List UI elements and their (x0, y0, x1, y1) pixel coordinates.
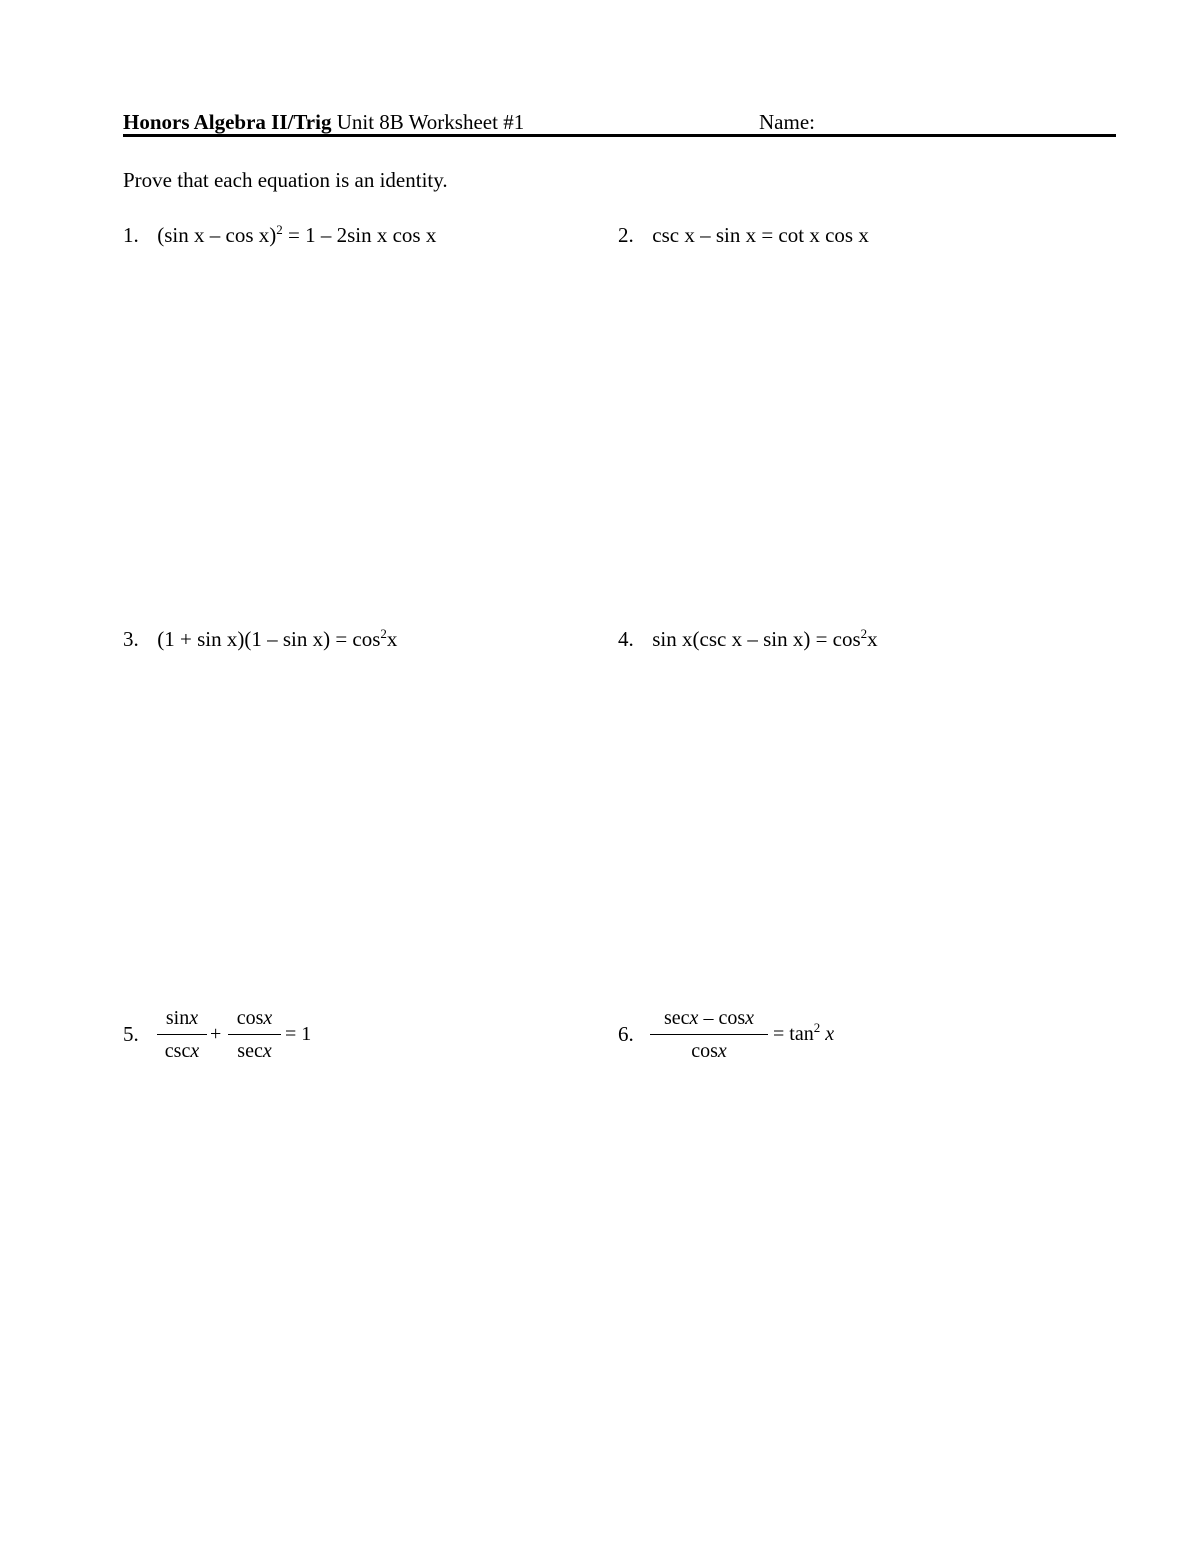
problem-4 (618, 625, 878, 653)
equation-rhs (773, 1020, 834, 1048)
course-title: Honors Algebra II/Trig (123, 110, 332, 134)
problem-number: 5. (123, 1022, 139, 1046)
fraction-numerator (157, 1004, 207, 1032)
worksheet-title: Unit 8B Worksheet #1 (336, 110, 525, 134)
fraction-2 (228, 1004, 281, 1065)
fraction-1 (157, 1004, 207, 1065)
equation-part: x (867, 627, 878, 651)
equation-part: = 1 – 2sin x cos x (282, 223, 437, 247)
variable: x (189, 1007, 199, 1029)
exponent: 2 (276, 222, 283, 237)
problem-number: 6. (618, 1022, 634, 1046)
equation-part: (sin x – cos x) (157, 223, 277, 247)
fraction-bar (157, 1034, 207, 1035)
variable: x (745, 1007, 754, 1029)
fraction-numerator (228, 1004, 281, 1032)
instructions: Prove that each equation is an identity. (123, 168, 448, 192)
fraction-denominator (228, 1037, 281, 1065)
fraction-denominator (157, 1037, 207, 1065)
equation-part: sin x(csc x – sin x) = cos (652, 627, 861, 651)
variable: x (262, 1040, 272, 1063)
fraction-numerator (650, 1004, 768, 1032)
function-name: sec (664, 1007, 690, 1029)
function-name: sec (237, 1040, 263, 1063)
exponent: 2 (813, 1020, 821, 1035)
header-rule (123, 134, 1116, 137)
fraction (650, 1004, 768, 1065)
problem-number: 1. (123, 223, 139, 247)
equation-part: (1 + sin x)(1 – sin x) = cos (157, 627, 381, 651)
equation-part: x (386, 627, 398, 651)
minus-sign: – (703, 1007, 714, 1029)
problem-1 (123, 221, 436, 249)
problem-3 (123, 625, 397, 653)
variable: x (190, 1040, 200, 1063)
function-name: cos (718, 1007, 746, 1029)
variable: x (263, 1007, 273, 1029)
equation: csc x – sin x = cot x cos x (652, 223, 869, 247)
name-field (759, 108, 1069, 136)
function-name: csc (164, 1040, 191, 1063)
problem-number: 4. (618, 627, 634, 651)
function-name: sin (165, 1007, 190, 1029)
problem-number: 3. (123, 627, 139, 651)
function-name: cos (691, 1040, 718, 1063)
problem-6 (618, 1004, 918, 1064)
problem-2 (618, 221, 869, 249)
exponent: 2 (860, 626, 868, 641)
plus-sign: + (210, 1023, 222, 1045)
name-blank-line[interactable] (821, 115, 1069, 136)
rhs-function: = tan (773, 1023, 814, 1045)
name-label: Name: (759, 110, 815, 134)
variable: x (825, 1023, 835, 1045)
variable: x (689, 1007, 699, 1029)
fraction-bar (650, 1034, 768, 1035)
fraction-bar (228, 1034, 281, 1035)
exponent: 2 (380, 626, 387, 641)
variable: x (717, 1040, 727, 1063)
problem-5 (123, 1004, 383, 1064)
equation-rhs: = 1 (285, 1023, 312, 1045)
function-name: cos (236, 1007, 264, 1029)
fraction-denominator (650, 1037, 768, 1065)
problem-number: 2. (618, 223, 634, 247)
